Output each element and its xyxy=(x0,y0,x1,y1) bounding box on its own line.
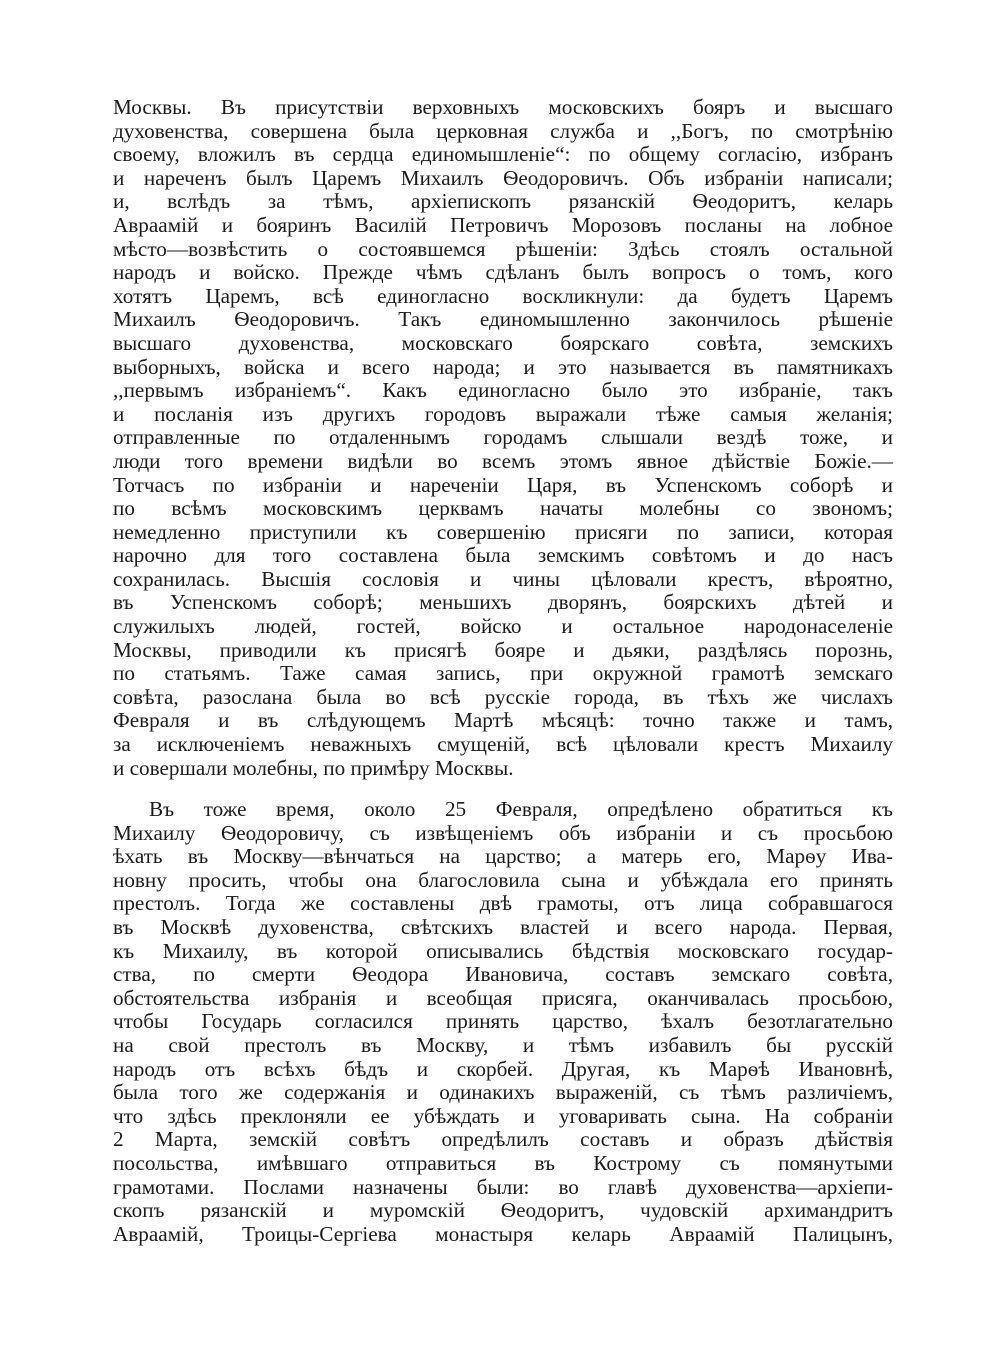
text-line: сохранилась. Высшія сословія и чины цѣловали крестъ, вѣроятно, xyxy=(113,566,893,591)
text-line: въ Успенскомъ соборѣ; меньшихъ дворянъ, боярскихъ дѣтей и xyxy=(113,590,893,615)
text-line: Февраля и въ слѣдующемъ Мартѣ мѣсяцѣ: точно также и тамъ, xyxy=(113,708,893,733)
text-line: и нареченъ былъ Царемъ Михаилъ Ѳеодоровичъ. Объ избраніи написали; xyxy=(113,165,893,190)
text-line: въ Москвѣ духовенства, свѣтскихъ властей и всего народа. Первая, xyxy=(113,914,893,939)
text-line: немедленно приступили къ совершенію присяги по записи, которая xyxy=(113,519,893,544)
text-line: посольства, имѣвшаго отправиться въ Кострому съ помянутыми xyxy=(113,1150,893,1175)
text-line: хотятъ Царемъ, всѣ единогласно воскликнули: да будетъ Царемъ xyxy=(113,283,893,308)
text-line: духовенства, совершена была церковная служба и ,,Богъ, по смотрѣнію xyxy=(113,118,893,143)
text-line: новну просить, чтобы она благословила сына и убѣждала его принять xyxy=(113,867,893,892)
text-line: Михаилъ Ѳеодоровичъ. Такъ единомышленно закончилось рѣшеніе xyxy=(113,307,893,332)
paragraph-1 xyxy=(113,96,893,780)
text-line: за исключеніемъ неважныхъ смущеній, всѣ цѣловали крестъ Михаилу xyxy=(113,732,893,757)
text-line: ,,первымъ избраніемъ“. Какъ единогласно было это избраніе, такъ xyxy=(113,378,893,403)
text-line: Тотчасъ по избраніи и нареченіи Царя, въ Успенскомъ соборѣ и xyxy=(113,472,893,497)
text-line: къ Михаилу, въ которой описывались бѣдствія московскаго государ- xyxy=(113,938,893,963)
text-line: отправленные по отдаленнымъ городамъ слышали вездѣ тоже, и xyxy=(113,425,893,450)
text-line: народъ и войско. Прежде чѣмъ сдѣланъ былъ вопросъ о томъ, кого xyxy=(113,260,893,285)
text-line: выборныхъ, войска и всего народа; и это называется въ памятникахъ xyxy=(113,354,893,379)
paragraph-2 xyxy=(113,798,893,1246)
text-line: и совершали молебны, по примѣру Москвы. xyxy=(113,755,514,780)
text-line: нарочно для того составлена была земскимъ совѣтомъ и до насъ xyxy=(113,543,893,568)
text-line: Въ тоже время, около 25 Февраля, опредѣлено обратиться къ xyxy=(149,797,893,821)
text-line: Москвы. Въ присутствіи верховныхъ московскихъ бояръ и высшаго xyxy=(113,95,893,119)
text-line: скопъ рязанскій и муромскій Ѳеодоритъ, чудовскій архимандритъ xyxy=(113,1198,893,1223)
text-line: по всѣмъ московскимъ церквамъ начаты молебны со звономъ; xyxy=(113,496,893,521)
text-line: была того же содержанія и одинакихъ выраженій, съ тѣмъ различіемъ, xyxy=(113,1080,893,1105)
text-line: ѣхать въ Москву—вѣнчаться на царство; а матерь его, Марѳу Ива- xyxy=(113,844,893,869)
text-line: высшаго духовенства, московскаго боярскаго совѣта, земскихъ xyxy=(113,330,893,355)
text-line: ства, по смерти Ѳеодора Ивановича, составъ земскаго совѣта, xyxy=(113,962,893,987)
text-line: по статьямъ. Таже самая запись, при окружной грамотѣ земскаго xyxy=(113,661,893,686)
text-line: Михаилу Ѳеодоровичу, съ извѣщеніемъ объ избраніи и съ просьбою xyxy=(113,820,893,845)
text-line: 2 Марта, земскій совѣтъ опредѣлилъ составъ и образъ дѣйствія xyxy=(113,1127,893,1152)
text-line: народъ отъ всѣхъ бѣдъ и скорбей. Другая, къ Марѳѣ Ивановнѣ, xyxy=(113,1056,893,1081)
text-line: престолъ. Тогда же составлены двѣ грамоты, отъ лица собравшагося xyxy=(113,891,893,916)
text-line: совѣта, разослана была во всѣ русскіе города, въ тѣхъ же числахъ xyxy=(113,684,893,709)
text-line: своему, вложилъ въ сердца единомышленіе“: по общему согласію, избранъ xyxy=(113,142,893,167)
text-line: люди того времени видѣли во всемъ этомъ явное дѣйствіе Божіе.— xyxy=(113,448,893,473)
text-line: Авраамій, Троицы-Сергіева монастыря келарь Авраамій Палицынъ, xyxy=(113,1221,893,1246)
text-line: грамотами. Послами назначены были: во главѣ духовенства—архіепи- xyxy=(113,1174,893,1199)
text-line: обстоятельства избранія и всеобщая присяга, оканчивалась просьбою, xyxy=(113,985,893,1010)
text-line: и, вслѣдъ за тѣмъ, архіепископъ рязанскій Ѳеодоритъ, келарь xyxy=(113,189,893,214)
text-line: что здѣсь преклоняли ее убѣждать и уговаривать сына. На собраніи xyxy=(113,1103,893,1128)
text-line: и посланія изъ другихъ городовъ выражали тѣже самыя желанія; xyxy=(113,401,893,426)
text-line: служилыхъ людей, гостей, войско и остальное народонаселеніе xyxy=(113,614,893,639)
text-line: на свой престолъ въ Москву, и тѣмъ избавилъ бы русскій xyxy=(113,1032,893,1057)
text-line: Москвы, приводили къ присягѣ бояре и дьяки, раздѣлясь порознь, xyxy=(113,637,893,662)
text-line: Авраамій и бояринъ Василій Петровичъ Морозовъ посланы на лобное xyxy=(113,212,893,237)
text-line: чтобы Государь согласился принять царство, ѣхалъ безотлагательно xyxy=(113,1009,893,1034)
text-line: мѣсто—возвѣстить о состоявшемся рѣшеніи: Здѣсь стоялъ остальной xyxy=(113,236,893,261)
